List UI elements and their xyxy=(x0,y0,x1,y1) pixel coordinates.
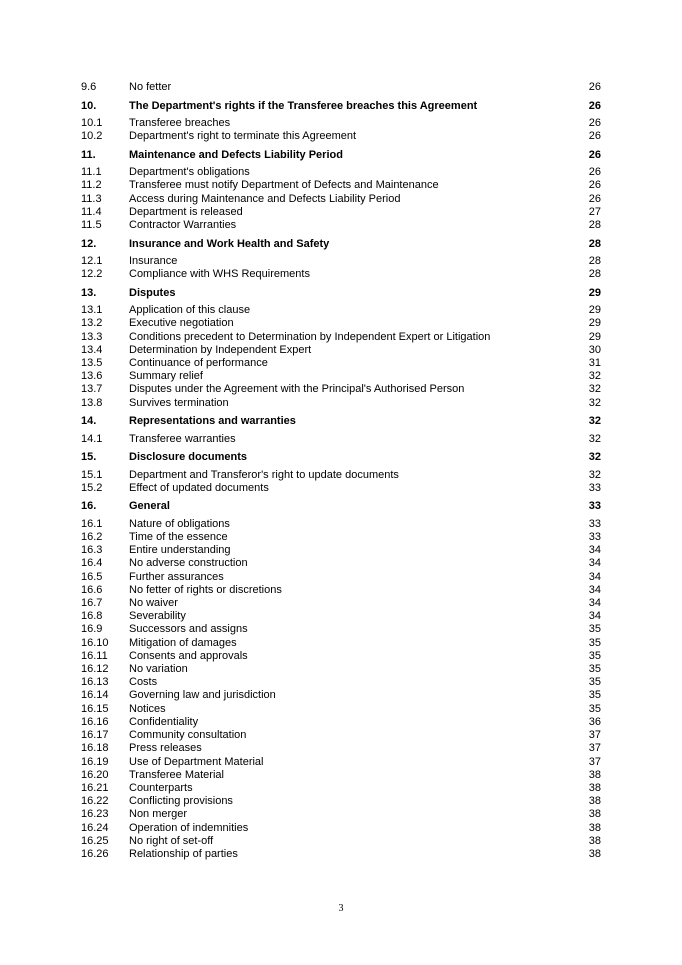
toc-entry-number: 15.1 xyxy=(81,468,103,481)
toc-entry-title: Disputes under the Agreement with the Principal's Authorised Person xyxy=(129,383,465,396)
toc-entry-page: 32 xyxy=(588,468,601,481)
toc-entry-title: Insurance xyxy=(129,255,178,268)
toc-entry xyxy=(81,637,601,650)
toc-entry xyxy=(81,729,601,742)
toc-entry-title: Notices xyxy=(129,702,166,715)
toc-entry-number: 13.4 xyxy=(81,343,103,356)
toc-entry-number: 15.2 xyxy=(81,481,103,494)
toc-entry-title: Disputes xyxy=(129,286,176,299)
toc-entry-title: Disclosure documents xyxy=(129,451,247,464)
toc-section-heading xyxy=(81,149,601,162)
toc-entry-number: 16.8 xyxy=(81,610,103,623)
toc-entry-title: Non merger xyxy=(129,808,188,821)
toc-entry xyxy=(81,219,601,232)
toc-section-heading xyxy=(81,238,601,251)
toc-entry-page: 34 xyxy=(588,610,601,623)
toc-entry-title: Survives termination xyxy=(129,396,229,409)
toc-entry-page: 28 xyxy=(588,255,601,268)
toc-entry-page: 34 xyxy=(588,557,601,570)
toc-entry xyxy=(81,610,601,623)
toc-entry-title: Use of Department Material xyxy=(129,755,264,768)
toc-entry-title: Conflicting provisions xyxy=(129,795,233,808)
toc-entry xyxy=(81,557,601,570)
toc-entry xyxy=(81,317,601,330)
toc-entry-title: Operation of indemnities xyxy=(129,821,249,834)
toc-entry-page: 31 xyxy=(588,357,601,370)
toc-entry-page: 35 xyxy=(588,676,601,689)
toc-entry-number: 13.5 xyxy=(81,357,103,370)
toc-entry-number: 14. xyxy=(81,415,97,428)
toc-entry-title: Insurance and Work Health and Safety xyxy=(129,237,330,250)
toc-entry-title: Contractor Warranties xyxy=(129,219,237,232)
toc-entry-title: Department's obligations xyxy=(129,166,250,179)
toc-entry-number: 16.7 xyxy=(81,597,103,610)
toc-entry-page: 35 xyxy=(588,636,601,649)
toc-entry-number: 16.22 xyxy=(81,795,109,808)
toc-entry-title: Time of the essence xyxy=(129,531,228,544)
toc-entry-number: 13.3 xyxy=(81,330,103,343)
toc-entry-title: No adverse construction xyxy=(129,557,248,570)
toc-entry-title: Counterparts xyxy=(129,781,193,794)
toc-entry-number: 16.19 xyxy=(81,755,109,768)
toc-entry-page: 26 xyxy=(588,81,601,93)
toc-entry xyxy=(81,518,601,531)
toc-entry-page: 38 xyxy=(588,768,601,781)
toc-entry-number: 16.13 xyxy=(81,676,109,689)
toc-entry xyxy=(81,782,601,795)
toc-entry-number: 16.16 xyxy=(81,715,109,728)
toc-entry xyxy=(81,756,601,769)
toc-entry-page: 38 xyxy=(588,834,601,847)
toc-entry-number: 10. xyxy=(81,99,97,112)
toc-entry-number: 16.14 xyxy=(81,689,109,702)
toc-entry-page: 32 xyxy=(588,370,601,383)
toc-entry-number: 16.1 xyxy=(81,517,103,530)
toc-entry xyxy=(81,193,601,206)
toc-entry-page: 33 xyxy=(588,481,601,494)
toc-entry-number: 16.18 xyxy=(81,742,109,755)
toc-entry-title: The Department's rights if the Transferee breaches this Agreement xyxy=(129,99,478,112)
toc-entry-title: Relationship of parties xyxy=(129,847,238,860)
toc-entry xyxy=(81,357,601,370)
toc-entry-page: 26 xyxy=(588,130,601,143)
toc-entry-page: 35 xyxy=(588,623,601,636)
toc-entry xyxy=(81,769,601,782)
toc-entry xyxy=(81,650,601,663)
toc-entry-number: 13.8 xyxy=(81,396,103,409)
toc-section-heading xyxy=(81,100,601,113)
toc-entry-title: No fetter of rights or discretions xyxy=(129,583,282,596)
toc-entry xyxy=(81,571,601,584)
toc-entry-title: Conditions precedent to Determination by Independent Expert or Litigation xyxy=(129,330,491,343)
toc-entry-page: 26 xyxy=(588,166,601,179)
toc-entry-page: 38 xyxy=(588,821,601,834)
toc-entry-number: 16. xyxy=(81,500,97,513)
toc-entry-title: Representations and warranties xyxy=(129,415,296,428)
toc-entry-title: Mitigation of damages xyxy=(129,636,237,649)
toc-entry-number: 9.6 xyxy=(81,81,97,93)
toc-entry-page: 35 xyxy=(588,649,601,662)
toc-entry-number: 11.4 xyxy=(81,205,102,218)
toc-entry-number: 16.10 xyxy=(81,636,109,649)
toc-entry-page: 29 xyxy=(588,330,601,343)
toc-entry-number: 16.25 xyxy=(81,834,109,847)
toc-entry xyxy=(81,206,601,219)
toc-entry xyxy=(81,835,601,848)
toc-entry-title: Press releases xyxy=(129,742,202,755)
toc-entry-number: 12.2 xyxy=(81,268,103,281)
toc-entry-page: 37 xyxy=(588,729,601,742)
toc-entry-title: Compliance with WHS Requirements xyxy=(129,268,310,281)
toc-entry-page: 34 xyxy=(588,583,601,596)
toc-entry-page: 32 xyxy=(588,451,601,464)
toc-entry-number: 16.21 xyxy=(81,781,109,794)
toc-entry-page: 26 xyxy=(588,148,601,161)
toc-entry-title: Determination by Independent Expert xyxy=(129,343,312,356)
toc-entry xyxy=(81,81,601,94)
toc-entry-title: Community consultation xyxy=(129,729,247,742)
toc-entry xyxy=(81,663,601,676)
toc-entry-page: 38 xyxy=(588,808,601,821)
toc-entry-title: Entire understanding xyxy=(129,544,231,557)
toc-entry-page: 28 xyxy=(588,268,601,281)
toc-entry-page: 38 xyxy=(588,781,601,794)
toc-entry-number: 15. xyxy=(81,451,97,464)
toc-entry-number: 11.2 xyxy=(81,179,102,192)
toc-entry-number: 16.20 xyxy=(81,768,109,781)
toc-entry-page: 28 xyxy=(588,219,601,232)
toc-entry-number: 16.15 xyxy=(81,702,109,715)
toc-entry-page: 33 xyxy=(588,500,601,513)
toc-entry xyxy=(81,268,601,281)
toc-section-heading xyxy=(81,500,601,513)
toc-entry-page: 30 xyxy=(588,343,601,356)
toc-entry-page: 29 xyxy=(588,304,601,317)
toc-entry-number: 16.2 xyxy=(81,531,103,544)
page-number: 3 xyxy=(338,903,344,914)
toc-entry xyxy=(81,117,601,130)
toc-entry xyxy=(81,703,601,716)
toc-entry-number: 16.5 xyxy=(81,570,103,583)
toc-entry-number: 11.3 xyxy=(81,192,102,205)
toc-entry-number: 16.26 xyxy=(81,847,109,860)
toc-entry xyxy=(81,676,601,689)
toc-entry-title: Consents and approvals xyxy=(129,649,248,662)
toc-entry-page: 26 xyxy=(588,192,601,205)
toc-entry-title: No fetter xyxy=(129,81,172,93)
toc-entry xyxy=(81,433,601,446)
toc-entry-title: Transferee warranties xyxy=(129,432,236,445)
toc-entry-title: Application of this clause xyxy=(129,304,251,317)
toc-entry xyxy=(81,469,601,482)
toc-entry-title: Department and Transferor's right to update documents xyxy=(129,468,399,481)
toc-entry-number: 13.2 xyxy=(81,317,103,330)
table-of-contents xyxy=(81,81,601,861)
toc-entry-number: 11.5 xyxy=(81,219,102,232)
toc-entry-number: 12.1 xyxy=(81,255,103,268)
toc-entry-number: 16.9 xyxy=(81,623,103,636)
toc-entry-title: No variation xyxy=(129,663,188,676)
toc-entry-number: 11. xyxy=(81,148,96,161)
toc-entry xyxy=(81,255,601,268)
toc-entry xyxy=(81,544,601,557)
toc-entry-title: Summary relief xyxy=(129,370,203,383)
toc-entry-number: 16.23 xyxy=(81,808,109,821)
toc-entry-number: 13.7 xyxy=(81,383,103,396)
toc-entry xyxy=(81,742,601,755)
toc-entry-page: 32 xyxy=(588,415,601,428)
toc-entry-title: Effect of updated documents xyxy=(129,481,269,494)
toc-entry xyxy=(81,689,601,702)
toc-entry-page: 32 xyxy=(588,396,601,409)
toc-entry-number: 13.1 xyxy=(81,304,103,317)
toc-entry-page: 34 xyxy=(588,597,601,610)
toc-entry-number: 13.6 xyxy=(81,370,103,383)
toc-entry-title: Confidentiality xyxy=(129,715,199,728)
toc-entry xyxy=(81,848,601,861)
toc-section-heading xyxy=(81,287,601,300)
toc-entry xyxy=(81,304,601,317)
toc-section-heading xyxy=(81,451,601,464)
toc-entry-title: Costs xyxy=(129,676,158,689)
toc-entry-number: 10.1 xyxy=(81,117,103,129)
toc-entry-page: 28 xyxy=(588,237,601,250)
toc-entry-page: 34 xyxy=(588,544,601,557)
toc-entry-title: Continuance of performance xyxy=(129,357,268,370)
toc-entry-page: 38 xyxy=(588,847,601,860)
toc-entry-number: 12. xyxy=(81,237,97,250)
toc-entry-title: Governing law and jurisdiction xyxy=(129,689,276,702)
toc-entry-page: 29 xyxy=(588,286,601,299)
toc-entry-title: No right of set-off xyxy=(129,834,214,847)
toc-entry-title: No waiver xyxy=(129,597,178,610)
toc-section-heading xyxy=(81,415,601,428)
toc-entry xyxy=(81,482,601,495)
toc-entry-number: 13. xyxy=(81,286,97,299)
toc-entry xyxy=(81,808,601,821)
toc-entry-page: 27 xyxy=(588,205,601,218)
toc-entry-title: General xyxy=(129,500,170,513)
toc-entry-page: 35 xyxy=(588,702,601,715)
toc-entry-number: 16.3 xyxy=(81,544,103,557)
toc-entry-page: 26 xyxy=(588,99,601,112)
toc-entry-page: 32 xyxy=(588,383,601,396)
toc-entry-number: 16.12 xyxy=(81,663,109,676)
toc-entry-page: 38 xyxy=(588,795,601,808)
toc-entry xyxy=(81,166,601,179)
toc-entry xyxy=(81,822,601,835)
toc-entry-title: Department's right to terminate this Agreement xyxy=(129,130,357,143)
toc-entry-page: 35 xyxy=(588,663,601,676)
toc-entry-number: 16.24 xyxy=(81,821,109,834)
toc-entry-number: 16.17 xyxy=(81,729,109,742)
toc-entry xyxy=(81,584,601,597)
toc-entry-page: 36 xyxy=(588,715,601,728)
toc-entry-page: 26 xyxy=(588,179,601,192)
toc-entry-page: 29 xyxy=(588,317,601,330)
toc-entry-title: Nature of obligations xyxy=(129,517,230,530)
toc-entry-page: 26 xyxy=(588,117,601,129)
toc-entry-title: Maintenance and Defects Liability Period xyxy=(129,148,343,161)
toc-entry-number: 16.6 xyxy=(81,583,103,596)
toc-entry-title: Transferee Material xyxy=(129,768,224,781)
toc-entry-number: 10.2 xyxy=(81,130,103,143)
toc-entry xyxy=(81,383,601,396)
toc-entry-title: Severability xyxy=(129,610,186,623)
toc-entry-title: Further assurances xyxy=(129,570,224,583)
toc-entry xyxy=(81,597,601,610)
toc-entry xyxy=(81,795,601,808)
toc-entry-number: 14.1 xyxy=(81,432,103,445)
toc-entry xyxy=(81,716,601,729)
toc-entry-number: 16.4 xyxy=(81,557,103,570)
toc-entry-title: Transferee breaches xyxy=(129,117,231,129)
toc-entry-number: 11.1 xyxy=(81,166,102,179)
toc-entry xyxy=(81,130,601,143)
toc-entry-number: 16.11 xyxy=(81,649,108,662)
toc-entry xyxy=(81,344,601,357)
toc-entry-title: Successors and assigns xyxy=(129,623,248,636)
toc-entry-page: 33 xyxy=(588,531,601,544)
toc-entry-title: Transferee must notify Department of Defects and Maintenance xyxy=(129,179,439,192)
toc-entry-page: 35 xyxy=(588,689,601,702)
toc-entry xyxy=(81,179,601,192)
toc-entry-page: 32 xyxy=(588,432,601,445)
toc-entry-page: 37 xyxy=(588,755,601,768)
toc-entry-page: 34 xyxy=(588,570,601,583)
toc-entry xyxy=(81,623,601,636)
toc-entry xyxy=(81,331,601,344)
toc-entry-page: 33 xyxy=(588,517,601,530)
toc-entry xyxy=(81,370,601,383)
toc-entry-page: 37 xyxy=(588,742,601,755)
toc-entry-title: Executive negotiation xyxy=(129,317,234,330)
toc-entry-title: Access during Maintenance and Defects Liability Period xyxy=(129,192,401,205)
toc-entry xyxy=(81,397,601,410)
toc-entry xyxy=(81,531,601,544)
toc-entry-title: Department is released xyxy=(129,205,243,218)
